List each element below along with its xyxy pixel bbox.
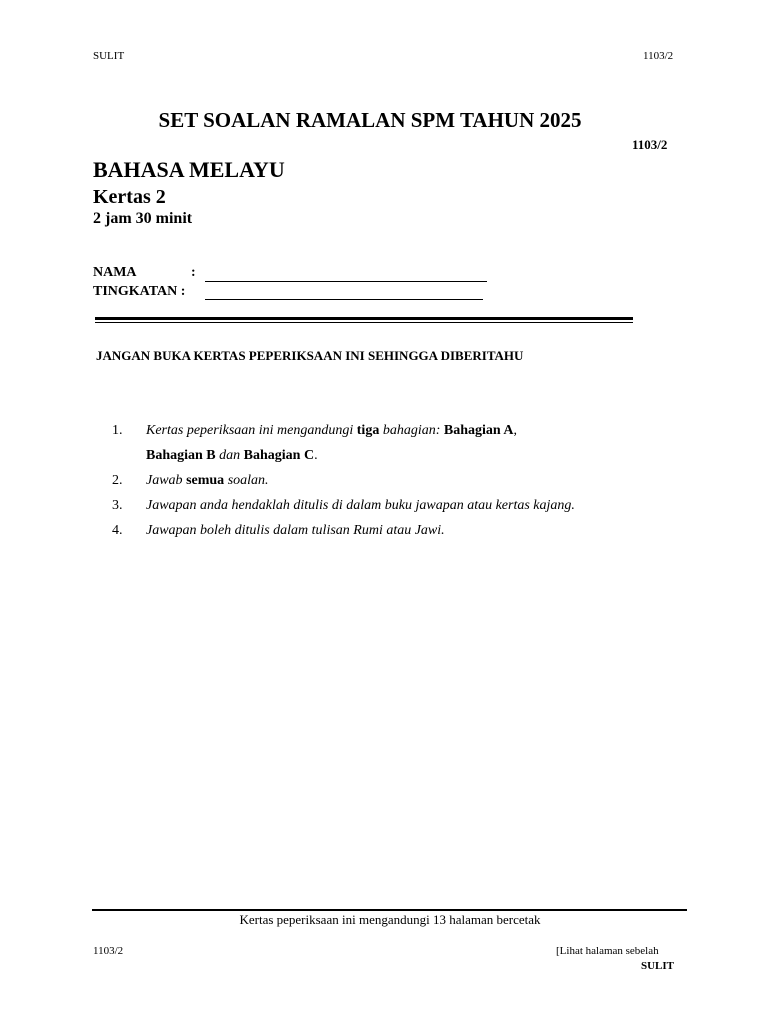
instruction-bold: tiga <box>356 423 380 438</box>
instruction-3 <box>112 498 672 514</box>
instruction-text: dan <box>215 448 244 463</box>
header-code: 1103/2 <box>643 50 674 62</box>
instruction-text: soalan. <box>224 473 269 488</box>
divider-thin <box>95 322 633 323</box>
instruction-1-continued <box>146 448 318 464</box>
paper-number: Kertas 2 <box>93 186 166 208</box>
header-sulit: SULIT <box>93 50 125 62</box>
nama-label <box>93 265 203 281</box>
page-count-note: Kertas peperiksaan ini mengandungi 13 halaman bercetak <box>239 912 541 927</box>
next-page-note: [Lihat halaman sebelah <box>556 945 659 957</box>
subject-title: BAHASA MELAYU <box>93 157 285 182</box>
divider-thick <box>95 317 633 320</box>
instruction-number: 3. <box>112 498 123 513</box>
instruction-bold: Bahagian A <box>443 423 514 438</box>
instruction-number: 1. <box>112 423 123 438</box>
instruction-bold: semua <box>186 473 225 488</box>
footer-sulit: SULIT <box>641 960 675 972</box>
instruction-bold: Bahagian B <box>146 448 216 463</box>
paper-code: 1103/2 <box>632 137 668 152</box>
instruction-punct: . <box>314 448 318 463</box>
tingkatan-field[interactable] <box>205 299 483 300</box>
warning-notice: JANGAN BUKA KERTAS PEPERIKSAAN INI SEHINGGA DIBERITAHU <box>96 348 524 363</box>
instruction-bold: Bahagian C <box>243 448 315 463</box>
instruction-1 <box>112 423 672 439</box>
instruction-2 <box>112 473 672 489</box>
nama-field[interactable] <box>205 281 487 282</box>
page-title: SET SOALAN RAMALAN SPM TAHUN 2025 <box>158 108 582 132</box>
instruction-number: 4. <box>112 523 123 538</box>
instruction-punct: , <box>513 423 518 438</box>
nama-colon: : <box>191 265 196 280</box>
instruction-4 <box>112 523 672 539</box>
footer-code: 1103/2 <box>93 945 124 957</box>
exam-duration: 2 jam 30 minit <box>93 210 193 227</box>
instruction-number: 2. <box>112 473 123 488</box>
nama-text: NAMA <box>93 265 137 280</box>
instruction-text: Jawapan anda hendaklah ditulis di dalam buku jawapan atau kertas kajang. <box>146 498 575 513</box>
instruction-text: Jawab <box>146 473 187 488</box>
footer-divider <box>92 909 687 911</box>
instruction-text: bahagian: <box>379 423 444 438</box>
instruction-text: Jawapan boleh ditulis dalam tulisan Rumi atau Jawi. <box>146 523 445 538</box>
tingkatan-label: TINGKATAN : <box>93 284 186 299</box>
instruction-text: Kertas peperiksaan ini mengandungi <box>146 423 357 438</box>
